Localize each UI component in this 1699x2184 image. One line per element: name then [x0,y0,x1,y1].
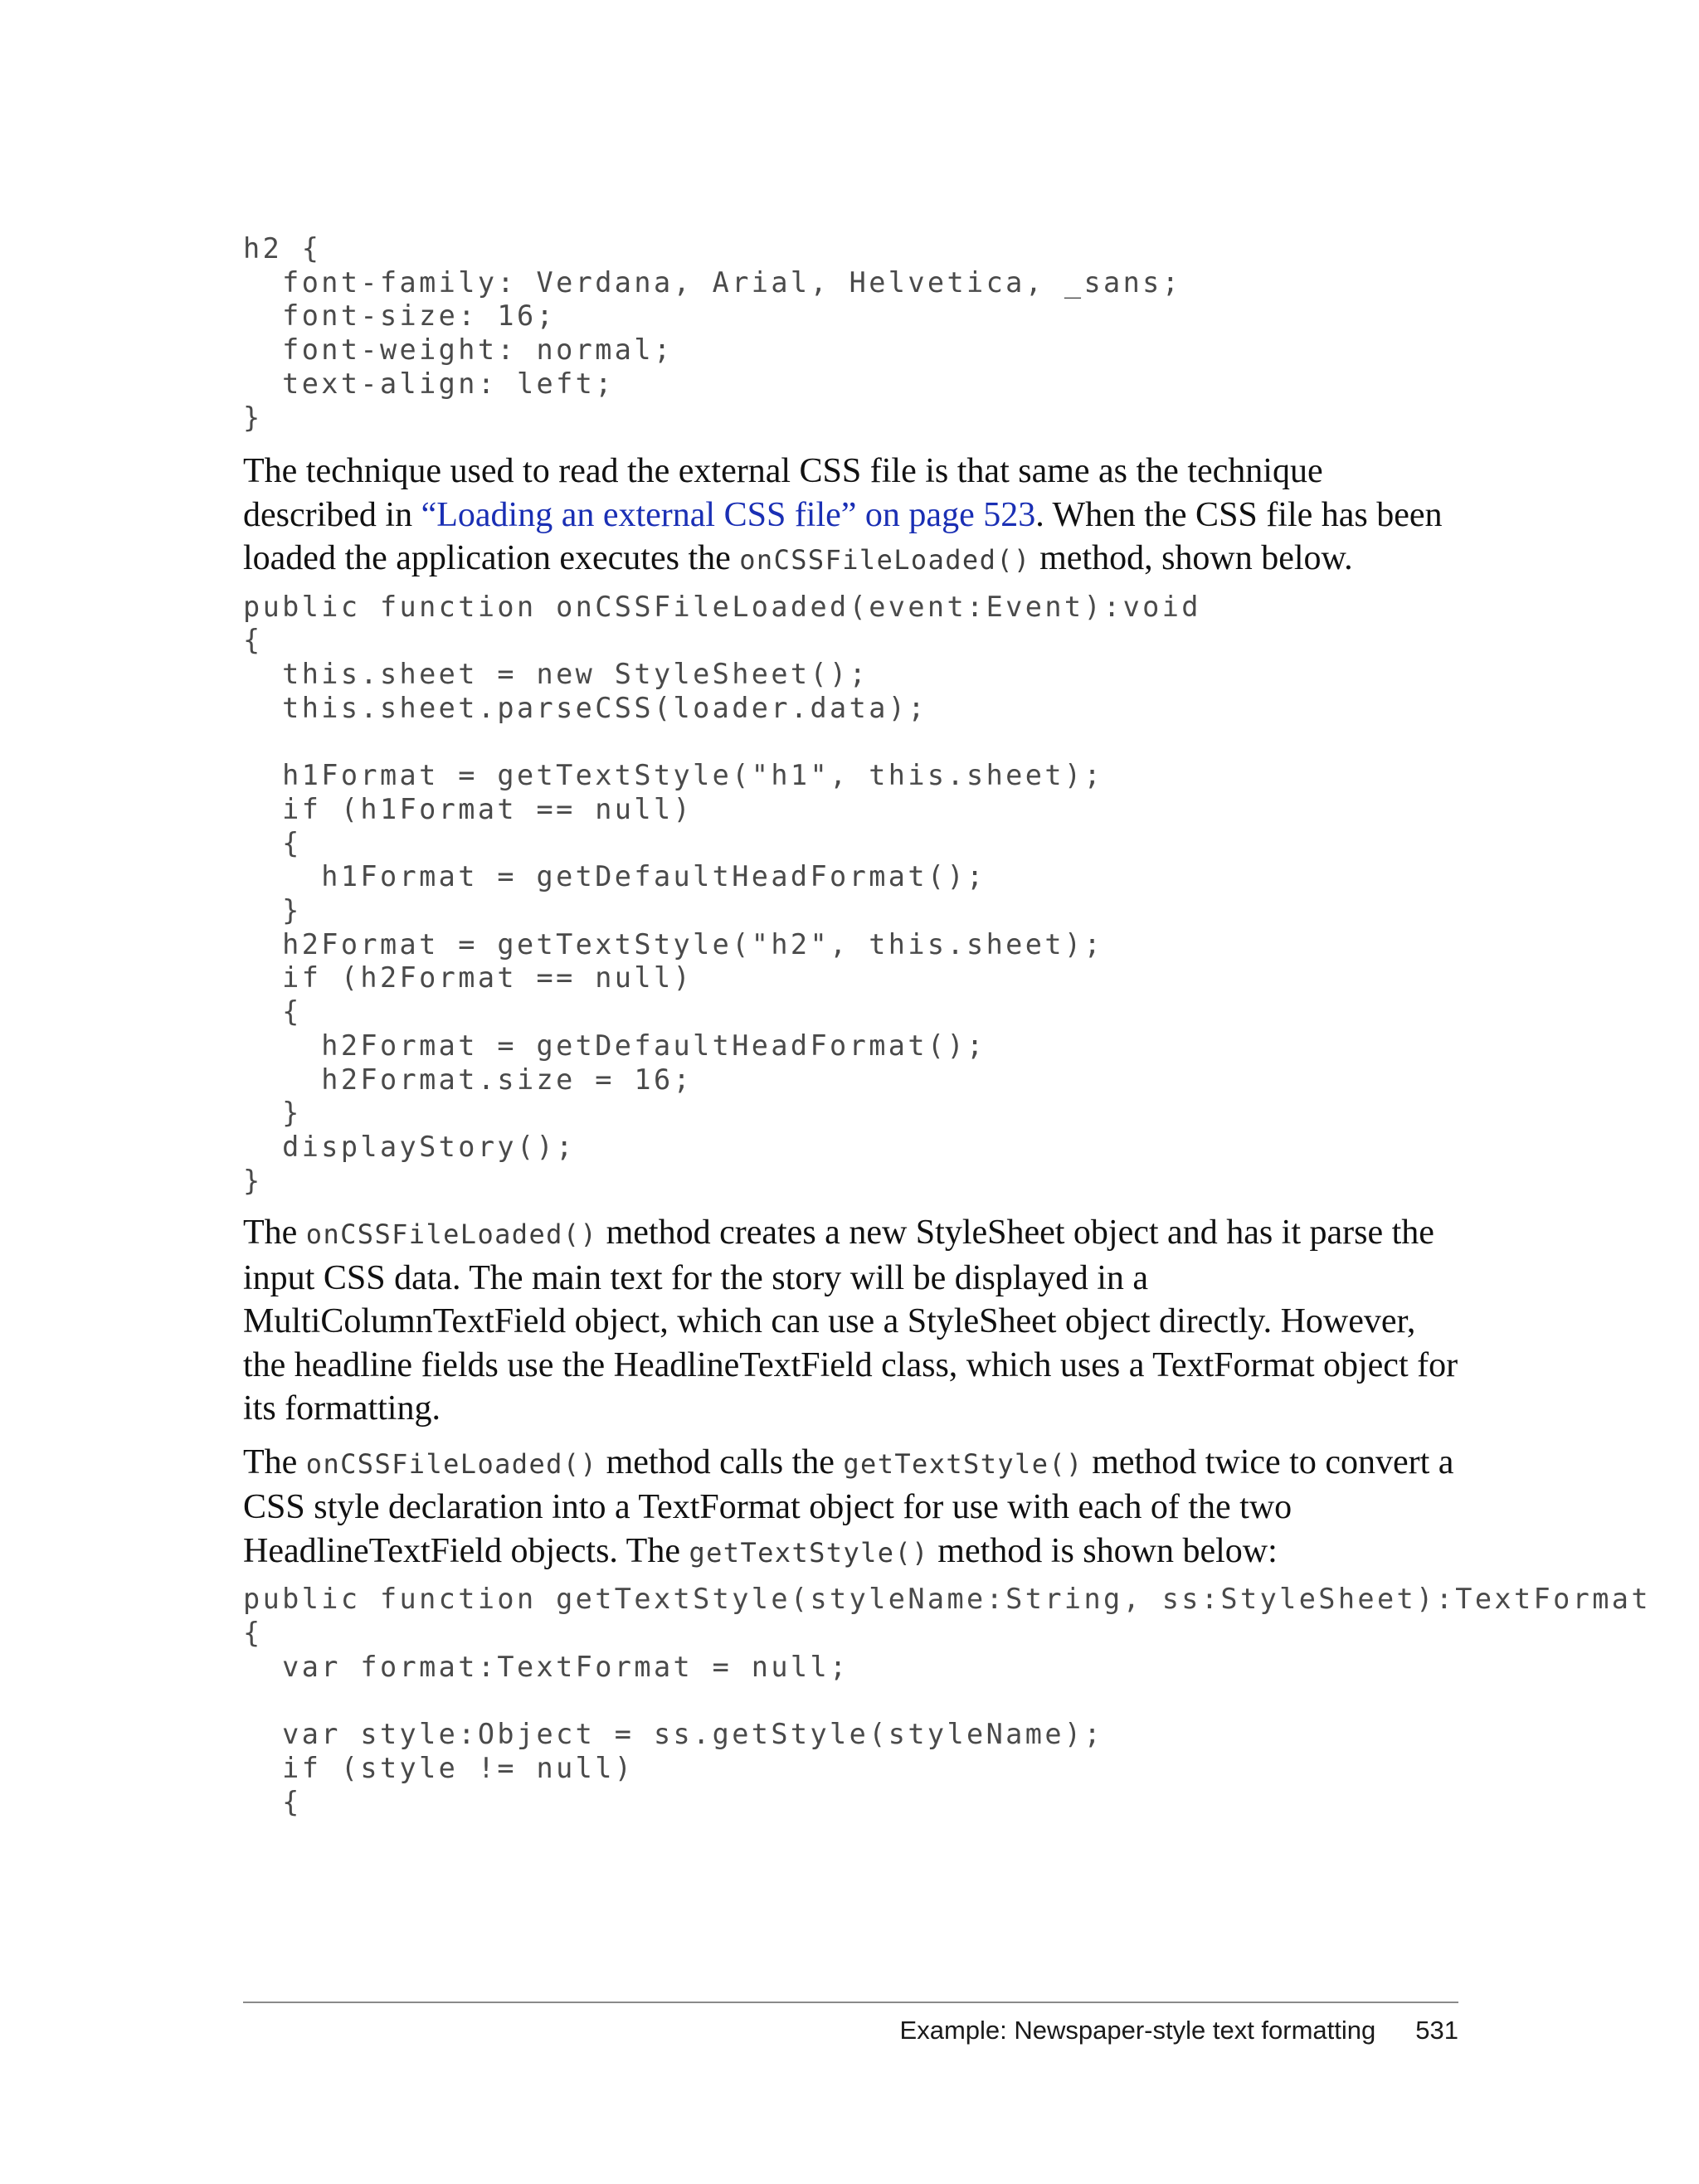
paragraph-text: method calls the [597,1442,844,1481]
inline-code: onCSSFileLoaded() [739,544,1031,576]
page-footer [900,2016,1458,2045]
paragraph-text: method, shown below. [1030,539,1353,578]
inline-code: onCSSFileLoaded() [305,1218,598,1251]
footer-section-title: Example: Newspaper-style text formatting [899,2016,1376,2045]
footer-divider [243,2002,1458,2003]
page-number: 531 [1415,2016,1458,2045]
paragraph-text: The [243,1214,306,1253]
cross-reference-link[interactable]: “Loading an external CSS file” on page 523 [421,495,1036,534]
paragraph-text: . When the CSS file has been loaded the application executes the [243,495,1443,578]
paragraph-css-technique [243,450,1463,582]
paragraph-gettextstyle-intro [243,1441,1463,1575]
inline-code: onCSSFileLoaded() [305,1447,598,1480]
paragraph-text: method is shown below: [928,1531,1278,1570]
paragraph-stylesheet-explanation [243,1211,1463,1431]
code-block-css-h2: h2 { font-family: Verdana, Arial, Helvetica, _sans; font-size: 16; font-weight: normal; text-align: left; } [243,232,1182,434]
paragraph-text: method twice to convert a CSS style declaration into a TextFormat object for use with each of the two HeadlineTextField objects. The [243,1442,1454,1570]
paragraph-text: The [243,1442,306,1481]
code-block-oncssfileloaded: public function onCSSFileLoaded(event:Event):void { this.sheet = new StyleSheet(); this.sheet.parseCSS(loader.data); h1Format = getTextStyle("h1", this.sheet); if (h1Format == null) { h1Format = getDefaultHeadFormat(); } h2Format = getTextStyle("h2", this.sheet); if (h2Format == null) { h2Format = getDefaultHeadFormat(); h2Format.size = 16; } displayStory(); } [243,590,1201,1197]
code-block-gettextstyle: public function getTextStyle(styleName:String, ss:StyleSheet):TextFormat { var format:TextFormat = null; var style:Object = ss.getStyle(styleName); if (style != null) { [243,1583,1651,1818]
inline-code: getTextStyle() [689,1536,929,1569]
paragraph-text: The technique used to read the external CSS file is that same as the technique described in [243,452,1323,534]
page-content [243,232,1651,1819]
paragraph-text: method creates a new StyleSheet object and has it parse the input CSS data. The main text for the story will be displayed in a MultiColumnTextField object, which can use a StyleSheet object directly. However, the headline fields use the HeadlineTextField class, which uses a TextFormat object for its formatting. [243,1214,1458,1428]
inline-code: getTextStyle() [843,1447,1083,1480]
